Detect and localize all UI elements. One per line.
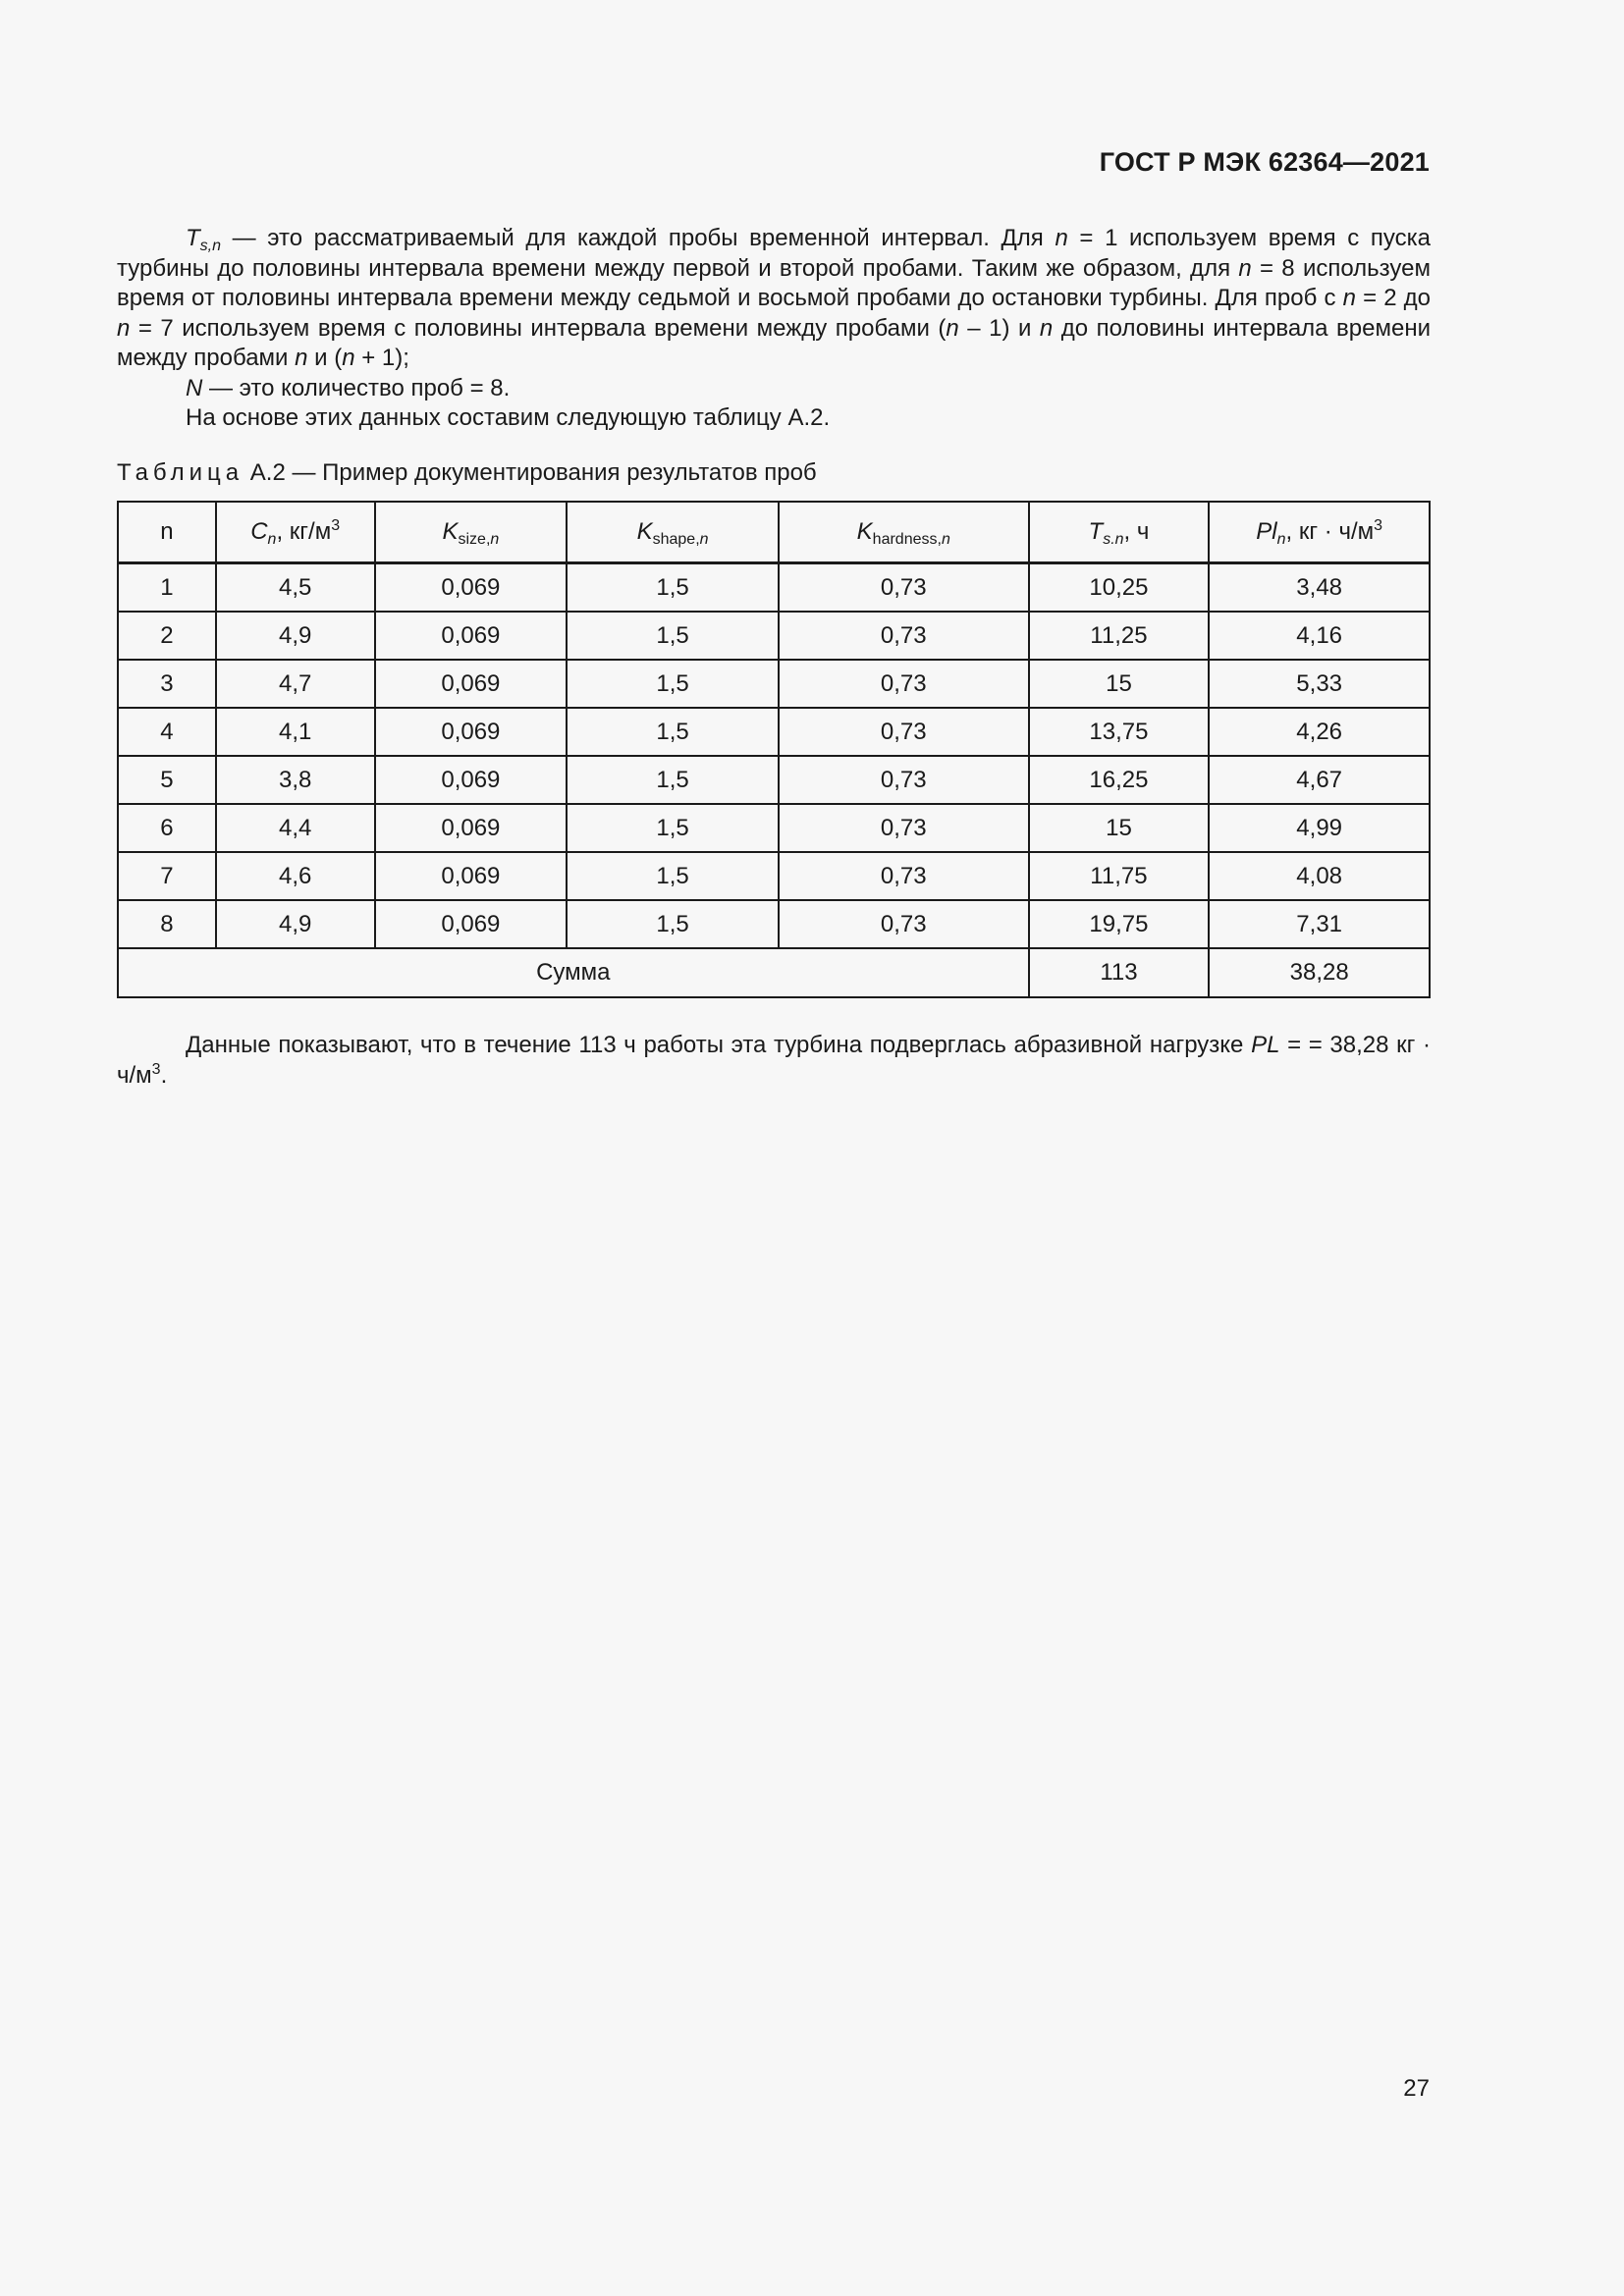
table-caption: Таблица А.2 — Пример документирования результатов проб [117, 459, 817, 486]
cell-time-interval: 19,75 [1029, 900, 1210, 948]
cell-time-interval: 15 [1029, 660, 1210, 708]
cell-n: 3 [118, 660, 216, 708]
cell-k-hardness: 0,73 [779, 756, 1029, 804]
cell-concentration: 4,9 [216, 900, 375, 948]
cell-concentration: 3,8 [216, 756, 375, 804]
cell-k-shape: 1,5 [567, 900, 779, 948]
cell-time-interval: 15 [1029, 804, 1210, 852]
cell-k-shape: 1,5 [567, 756, 779, 804]
cell-k-size: 0,069 [375, 660, 568, 708]
cell-concentration: 4,9 [216, 612, 375, 660]
cell-particle-load: 4,67 [1209, 756, 1430, 804]
cell-time-interval: 11,75 [1029, 852, 1210, 900]
cell-particle-load: 7,31 [1209, 900, 1430, 948]
paragraph-n-definition: N — это количество проб = 8. [186, 374, 511, 401]
cell-k-shape: 1,5 [567, 804, 779, 852]
cell-k-shape: 1,5 [567, 612, 779, 660]
cell-particle-load: 4,99 [1209, 804, 1430, 852]
cell-n: 4 [118, 708, 216, 756]
cell-k-shape: 1,5 [567, 563, 779, 613]
cell-k-size: 0,069 [375, 708, 568, 756]
paragraph-conclusion: Данные показывают, что в течение 113 ч работы эта турбина подверглась абразивной нагрузке PL = = 38,28 кг · $ч/м^3$. [117, 1032, 1431, 1089]
header-k-hardness: $K_{hardness,n}$ [779, 502, 1029, 563]
cell-k-size: 0,069 [375, 563, 568, 613]
table-row [118, 756, 1430, 804]
header-k-size: $K_{size,n}$ [375, 502, 568, 563]
cell-particle-load: 4,08 [1209, 852, 1430, 900]
header-n: n [118, 502, 216, 563]
sum-time-interval: 113 [1029, 948, 1210, 997]
table-row [118, 612, 1430, 660]
cell-time-interval: 11,25 [1029, 612, 1210, 660]
cell-k-hardness: 0,73 [779, 852, 1029, 900]
cell-k-shape: 1,5 [567, 708, 779, 756]
cell-concentration: 4,6 [216, 852, 375, 900]
cell-particle-load: 4,16 [1209, 612, 1430, 660]
cell-particle-load: 5,33 [1209, 660, 1430, 708]
header-particle-load: $Pl_n$, кг · $ч/м^3$ [1209, 502, 1430, 563]
table-row [118, 804, 1430, 852]
cell-concentration: 4,1 [216, 708, 375, 756]
cell-n: 7 [118, 852, 216, 900]
cell-k-shape: 1,5 [567, 852, 779, 900]
cell-concentration: 4,7 [216, 660, 375, 708]
cell-k-shape: 1,5 [567, 660, 779, 708]
paragraph-table-intro: На основе этих данных составим следующую таблицу А.2. [186, 404, 831, 431]
cell-k-size: 0,069 [375, 756, 568, 804]
cell-time-interval: 16,25 [1029, 756, 1210, 804]
cell-n: 5 [118, 756, 216, 804]
cell-k-hardness: 0,73 [779, 612, 1029, 660]
cell-k-size: 0,069 [375, 852, 568, 900]
page-number: 27 [1403, 2075, 1430, 2102]
header-concentration: $C_n$, $кг/м^3$ [216, 502, 375, 563]
cell-k-hardness: 0,73 [779, 804, 1029, 852]
document-header: ГОСТ Р МЭК 62364—2021 [1099, 147, 1430, 177]
results-table [117, 501, 1431, 998]
cell-k-size: 0,069 [375, 900, 568, 948]
table-row [118, 852, 1430, 900]
cell-n: 1 [118, 563, 216, 613]
table-row [118, 563, 1430, 613]
cell-n: 6 [118, 804, 216, 852]
cell-k-hardness: 0,73 [779, 900, 1029, 948]
cell-k-hardness: 0,73 [779, 660, 1029, 708]
intro-text [117, 224, 1431, 434]
sum-label: Сумма [118, 948, 1029, 997]
table-header-row [118, 502, 1430, 563]
table-row [118, 900, 1430, 948]
cell-particle-load: 4,26 [1209, 708, 1430, 756]
sum-particle-load: 38,28 [1209, 948, 1430, 997]
cell-time-interval: 10,25 [1029, 563, 1210, 613]
cell-n: 8 [118, 900, 216, 948]
cell-concentration: 4,4 [216, 804, 375, 852]
cell-n: 2 [118, 612, 216, 660]
header-k-shape: $K_{shape,n}$ [567, 502, 779, 563]
table-sum-row [118, 948, 1430, 997]
conclusion-text [117, 1031, 1431, 1091]
cell-time-interval: 13,75 [1029, 708, 1210, 756]
paragraph-ts-definition: $T_{s,n}$ — это рассматриваемый для каждой пробы временной интервал. Для n = 1 используем время с пуска турбины до половины интервала времени между первой и второй пробами. Таким же образом, для n = 8 используем время от половины интервала времени между седьмой и восьмой пробами до остановки турбины. Для проб с n = 2 до n = 7 используем время с половины интервала времени между пробами (n – 1) и n до половины интервала времени между пробами n и (n + 1); [117, 225, 1432, 371]
cell-k-hardness: 0,73 [779, 563, 1029, 613]
cell-k-size: 0,069 [375, 804, 568, 852]
cell-k-size: 0,069 [375, 612, 568, 660]
table-row [118, 708, 1430, 756]
cell-particle-load: 3,48 [1209, 563, 1430, 613]
table-row [118, 660, 1430, 708]
header-time-interval: $T_{s.n}$, ч [1029, 502, 1210, 563]
cell-k-hardness: 0,73 [779, 708, 1029, 756]
cell-concentration: 4,5 [216, 563, 375, 613]
